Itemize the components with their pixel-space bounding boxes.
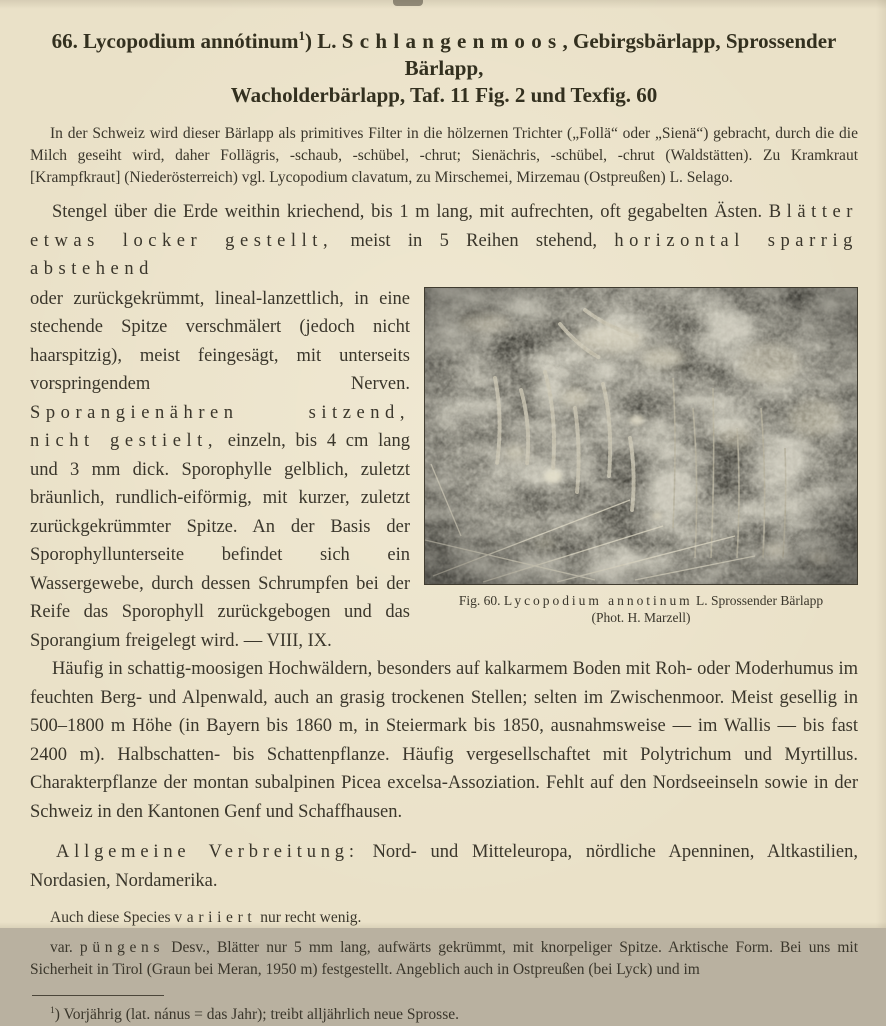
intro-paragraph: In der Schweiz wird dieser Bärlapp als primitives Filter in die hölzernen Trichter („Follä“ oder „Sienä“) gebracht, durch die die Milch geseiht wird, daher Follägris, -schaub, -schübel, -chrut; Sienächris, -schübel, -chrut (Waldstätten). Zu Kramkraut [Krampfkraut] (Niederösterreich) vgl. Lycopodium clavatum, zu Mirschemei, Mirzemau (Ostpreußen) L. Selago. <box>30 125 858 186</box>
figure-photo-frame <box>424 287 858 585</box>
variety-name-emphasis: püngens <box>79 939 165 956</box>
distribution-lead-emphasis: Allgemeine Verbreitung: <box>56 842 359 862</box>
stem-text: Stengel über die Erde weithin kriechend, bis 1 m lang, mit aufrechten, oft gegabelten Ästen. <box>52 202 769 222</box>
habit-emphasis: horizontal sparrig abstehend <box>30 230 858 279</box>
lycopodium-photo <box>425 288 857 584</box>
stem-description-lead <box>30 198 858 284</box>
distribution-paragraph <box>30 838 858 895</box>
caption-photographer: (Phot. H. Marzell) <box>591 609 691 625</box>
two-column-region <box>30 285 858 827</box>
sporangia-emphasis: Sporangienähren sitzend, nicht gestielt, <box>30 402 410 451</box>
rows-text: meist in 5 Reihen stehend, <box>333 230 615 251</box>
leafform-text: oder zurückgekrümmt, lineal-lanzettlich, in eine stechende Spitze verschmälert (jedoch nicht haarspitzig), meist feingesägt, mit unterseits vorspringendem Nerven. <box>30 288 410 394</box>
species-heading <box>30 28 858 109</box>
variation-text-a: Auch diese Species <box>50 909 175 926</box>
habitat-paragraph: Häufig in schattig-moosigen Hochwäldern, besonders auf kalkarmem Boden mit Roh- oder Moderhumus im feuchten Berg- und Alpenwald, auch an grasig trockenen Stellen; selten im Zwischenmoor. Meist gesellig in 500–1800 m Höhe (in Bayern bis 1860 m, in Steiermark bis 1850, ausnahmsweise — im Wallis — bis fast 2400 m). Halbschatten- bis Schattenpflanze. Häufig vergesellschaftet mit Polytrichum und Myrtillus. Charakterpflanze der montan subalpinen Picea excelsa-Assoziation. Fehlt auf den Nordseeinseln sowie in der Schweiz in den Kantonen Genf und Schaffhausen. <box>30 659 858 822</box>
variation-text-b: nur recht wenig. <box>256 909 362 926</box>
sporophyll-text: einzeln, bis 4 cm lang und 3 mm dick. Sporophylle gelblich, zuletzt bräunlich, rundlich-eiförmig, mit kurzer, zuletzt zurückgekrümmter Spitze. An der Basis der Sporophyllunterseite befindet sich ein Wassergewebe, durch dessen Schrumpfen bei der Reife das Sporophyll zurückgebogen und das Sporangium freigelegt wird. — VIII, IX. <box>30 431 410 651</box>
caption-common-name: L. Sprossender Bärlapp <box>692 592 824 608</box>
heading-common-names: , Gebirgsbärlapp, Sprossender Bärlapp, <box>404 29 837 80</box>
heading-common-name-spaced: Schlangenmoos <box>341 29 563 53</box>
heading-footnote-marker: 1 <box>298 28 305 43</box>
figure-caption <box>424 592 858 626</box>
footnote-text: ) Vorjährig (lat. nánus = das Jahr); treibt alljährlich neue Sprosse. <box>54 1006 459 1023</box>
scan-smudge-artifact <box>393 0 423 6</box>
footnote <box>30 1004 858 1026</box>
caption-fig-number: Fig. 60. <box>458 592 504 608</box>
species-variation-note <box>30 907 858 929</box>
variety-lead: var. <box>50 939 80 956</box>
variation-emphasis: variiert <box>174 909 257 926</box>
footnote-divider <box>32 995 164 996</box>
variety-paragraph <box>30 937 858 981</box>
species-number-name: 66. Lycopodium annótinum <box>51 29 299 53</box>
heading-line2: Wacholderbärlapp, Taf. 11 Fig. 2 und Texfig. 60 <box>230 83 658 107</box>
caption-species-spaced: Lycopodium annotinum <box>503 592 693 608</box>
footnote-marker: 1 <box>50 1004 55 1016</box>
leaves-emphasis: Blätter etwas locker gestellt, <box>30 202 858 251</box>
heading-author: ) L. <box>305 29 342 53</box>
figure-60 <box>424 287 858 626</box>
distribution-regions: Nord- und Mitteleuropa, nördliche Apenninen, Altkastilien, Nordasien, Nordamerika. <box>30 842 858 891</box>
variety-description: Desv., Blätter nur 5 mm lang, aufwärts gekrümmt, mit knorpeliger Spitze. Arktische Form. Bei uns mit Sicherheit in Tirol (Graun bei Meran, 1950 m) festgestellt. Angeblich auch in Ostpreußen (bei Lyck) und im <box>30 939 858 978</box>
